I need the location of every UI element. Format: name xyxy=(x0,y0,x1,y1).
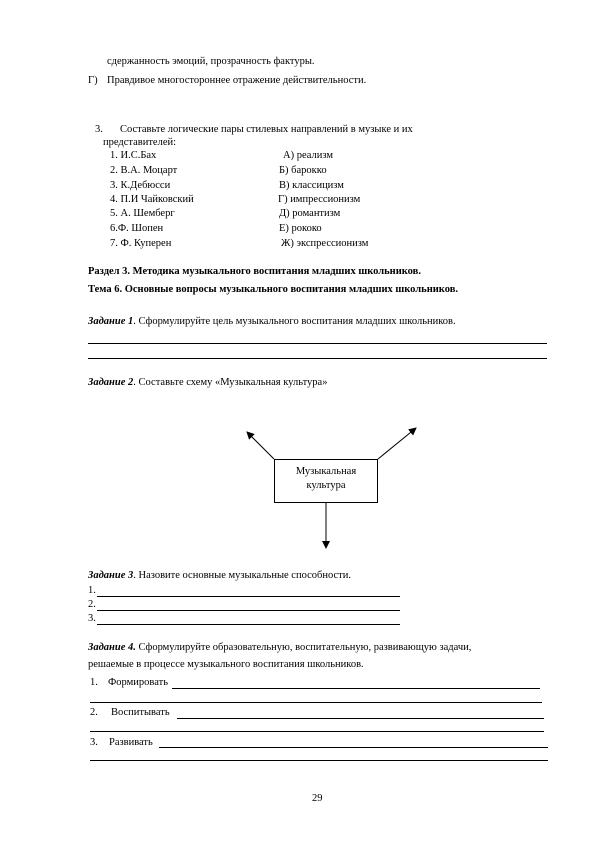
answer-number: 1. xyxy=(90,677,98,688)
list-item: А) реализм xyxy=(283,150,333,161)
answer-line[interactable] xyxy=(172,688,540,689)
arrow-up-left xyxy=(247,432,274,459)
task-text: Сформулируйте образовательную, воспитательную, развивающую задачи, xyxy=(135,642,472,653)
answer-line[interactable] xyxy=(97,610,400,611)
task-text: Составьте логические пары стилевых направлений в музыке и их xyxy=(120,124,413,135)
list-item: 4. П.И Чайковский xyxy=(110,194,194,205)
answer-word: Формировать xyxy=(108,677,168,688)
answer-number: 2. xyxy=(88,599,96,610)
answer-number: 2. xyxy=(90,707,98,718)
task-label: Задание 1 xyxy=(88,316,134,327)
task-label: Задание 4. xyxy=(88,642,136,653)
answer-line[interactable] xyxy=(90,731,544,732)
option-text: Правдивое многостороннее отражение действительности. xyxy=(107,75,367,86)
list-item: В) классицизм xyxy=(279,180,344,191)
topic-title: Тема 6. Основные вопросы музыкального воспитания младших школьников. xyxy=(88,284,459,295)
continuation-text: сдержанность эмоций, прозрачность фактуры. xyxy=(107,56,315,67)
section-title: Раздел 3. Методика музыкального воспитания младших школьников. xyxy=(88,266,421,277)
arrow-up-right xyxy=(378,428,416,459)
task-text: решаемые в процессе музыкального воспитания школьников. xyxy=(88,659,364,670)
scheme-box xyxy=(274,459,378,503)
list-item: Б) барокко xyxy=(279,165,327,176)
answer-word: Воспитывать xyxy=(111,707,170,718)
answer-line[interactable] xyxy=(90,760,548,761)
task-text: . Составьте схему «Музыкальная культура» xyxy=(133,377,328,388)
answer-line[interactable] xyxy=(97,596,400,597)
answer-number: 1. xyxy=(88,585,96,596)
list-item: 5. А. Шемберг xyxy=(110,208,175,219)
list-item: 6.Ф. Шопен xyxy=(110,223,164,234)
task-label: Задание 2 xyxy=(88,377,134,388)
page-number: 29 xyxy=(312,793,323,804)
answer-line[interactable] xyxy=(177,718,544,719)
task-text: представителей: xyxy=(103,137,177,148)
task-text: . Назовите основные музыкальные способности. xyxy=(133,570,351,581)
box-label: культура xyxy=(306,480,346,491)
list-item: Д) романтизм xyxy=(279,208,341,219)
list-item: Ж) экспрессионизм xyxy=(281,238,369,249)
box-label: Музыкальная xyxy=(295,466,357,477)
list-item: Е) рококо xyxy=(279,223,322,234)
list-item: 1. И.С.Бах xyxy=(110,150,157,161)
answer-number: 3. xyxy=(88,613,96,624)
task-4 xyxy=(88,642,471,653)
list-item: Г) импрессионизм xyxy=(278,194,361,205)
option-marker: Г) xyxy=(88,75,98,86)
answer-number: 3. xyxy=(90,737,98,748)
task-3 xyxy=(88,570,351,581)
list-item: 7. Ф. Куперен xyxy=(110,238,172,249)
answer-line[interactable] xyxy=(159,747,548,748)
task-number: 3. xyxy=(95,124,103,135)
task-label: Задание 3 xyxy=(88,570,134,581)
answer-line[interactable] xyxy=(97,624,400,625)
list-item: 2. В.А. Моцарт xyxy=(110,165,178,176)
task-text: . Сформулируйте цель музыкального воспитания младших школьников. xyxy=(133,316,456,327)
answer-line[interactable] xyxy=(90,702,542,703)
answer-word: Развивать xyxy=(109,737,153,748)
list-item: 3. К.Дебюсси xyxy=(110,180,171,191)
